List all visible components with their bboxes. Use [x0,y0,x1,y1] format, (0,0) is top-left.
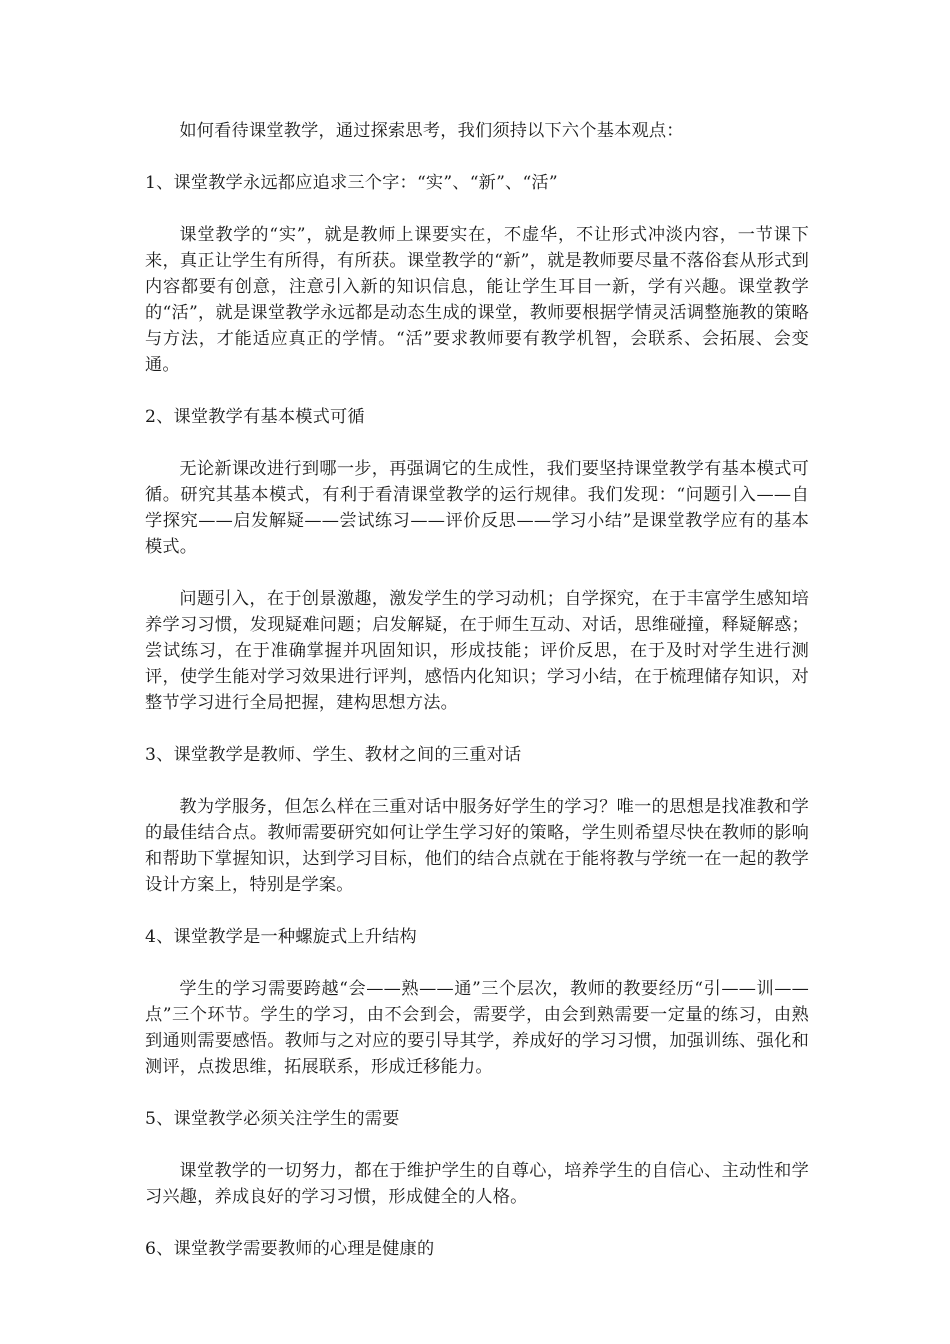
section-5-heading: 5、课堂教学必须关注学生的需要 [145,1109,400,1129]
intro-paragraph: 如何看待课堂教学，通过探索思考，我们须持以下六个基本观点： [179,121,684,141]
section-4-paragraph-1: 学生的学习需要跨越“会——熟——通”三个层次，教师的教要经历“引——训——点”三个环节。学生的学习，由不会到会，需要学，由会到熟需要一定量的练习，由熟到通则需要感悟。教师与之对应的要引导其学，养成好的学习习惯，加强训练、强化和测评，点拨思维，拓展联系，形成迁移能力。 [145,979,809,1077]
document-page [145,118,809,1288]
section-2-heading: 2、课堂教学有基本模式可循 [145,407,365,427]
section-5-paragraph-1: 课堂教学的一切努力，都在于维护学生的自尊心，培养学生的自信心、主动性和学习兴趣，养成良好的学习习惯，形成健全的人格。 [145,1161,809,1207]
section-3-heading: 3、课堂教学是教师、学生、教材之间的三重对话 [145,745,522,765]
section-6-heading: 6、课堂教学需要教师的心理是健康的 [145,1239,435,1259]
section-2-paragraph-2: 问题引入，在于创景激趣，激发学生的学习动机；自学探究，在于丰富学生感知培养学习习惯，发现疑难问题；启发解疑，在于师生互动、对话，思维碰撞，释疑解惑；尝试练习，在于准确掌握并巩固知识，形成技能；评价反思，在于及时对学生进行测评，使学生能对学习效果进行评判，感悟内化知识；学习小结，在于梳理储存知识，对整节学习进行全局把握，建构思想方法。 [145,589,809,713]
section-1-paragraph-1: 课堂教学的“实”，就是教师上课要实在，不虚华，不让形式冲淡内容，一节课下来，真正让学生有所得，有所获。课堂教学的“新”，就是教师要尽量不落俗套从形式到内容都要有创意，注意引入新的知识信息，能让学生耳目一新，学有兴趣。课堂教学的“活”，就是课堂教学永远都是动态生成的课堂，教师要根据学情灵活调整施教的策略与方法，才能适应真正的学情。“活”要求教师要有教学机智，会联系、会拓展、会变通。 [145,225,809,375]
section-4-heading: 4、课堂教学是一种螺旋式上升结构 [145,927,417,947]
section-3-paragraph-1: 教为学服务，但怎么样在三重对话中服务好学生的学习？唯一的思想是找准教和学的最佳结合点。教师需要研究如何让学生学习好的策略，学生则希望尽快在教师的影响和帮助下掌握知识，达到学习目标，他们的结合点就在于能将教与学统一在一起的教学设计方案上，特别是学案。 [145,797,809,895]
section-2-paragraph-1: 无论新课改进行到哪一步，再强调它的生成性，我们要坚持课堂教学有基本模式可循。研究其基本模式，有利于看清课堂教学的运行规律。我们发现：“问题引入——自学探究——启发解疑——尝试练习——评价反思——学习小结”是课堂教学应有的基本模式。 [145,459,809,557]
section-1-heading: 1、课堂教学永远都应追求三个字：“实”、“新”、“活” [145,173,558,193]
